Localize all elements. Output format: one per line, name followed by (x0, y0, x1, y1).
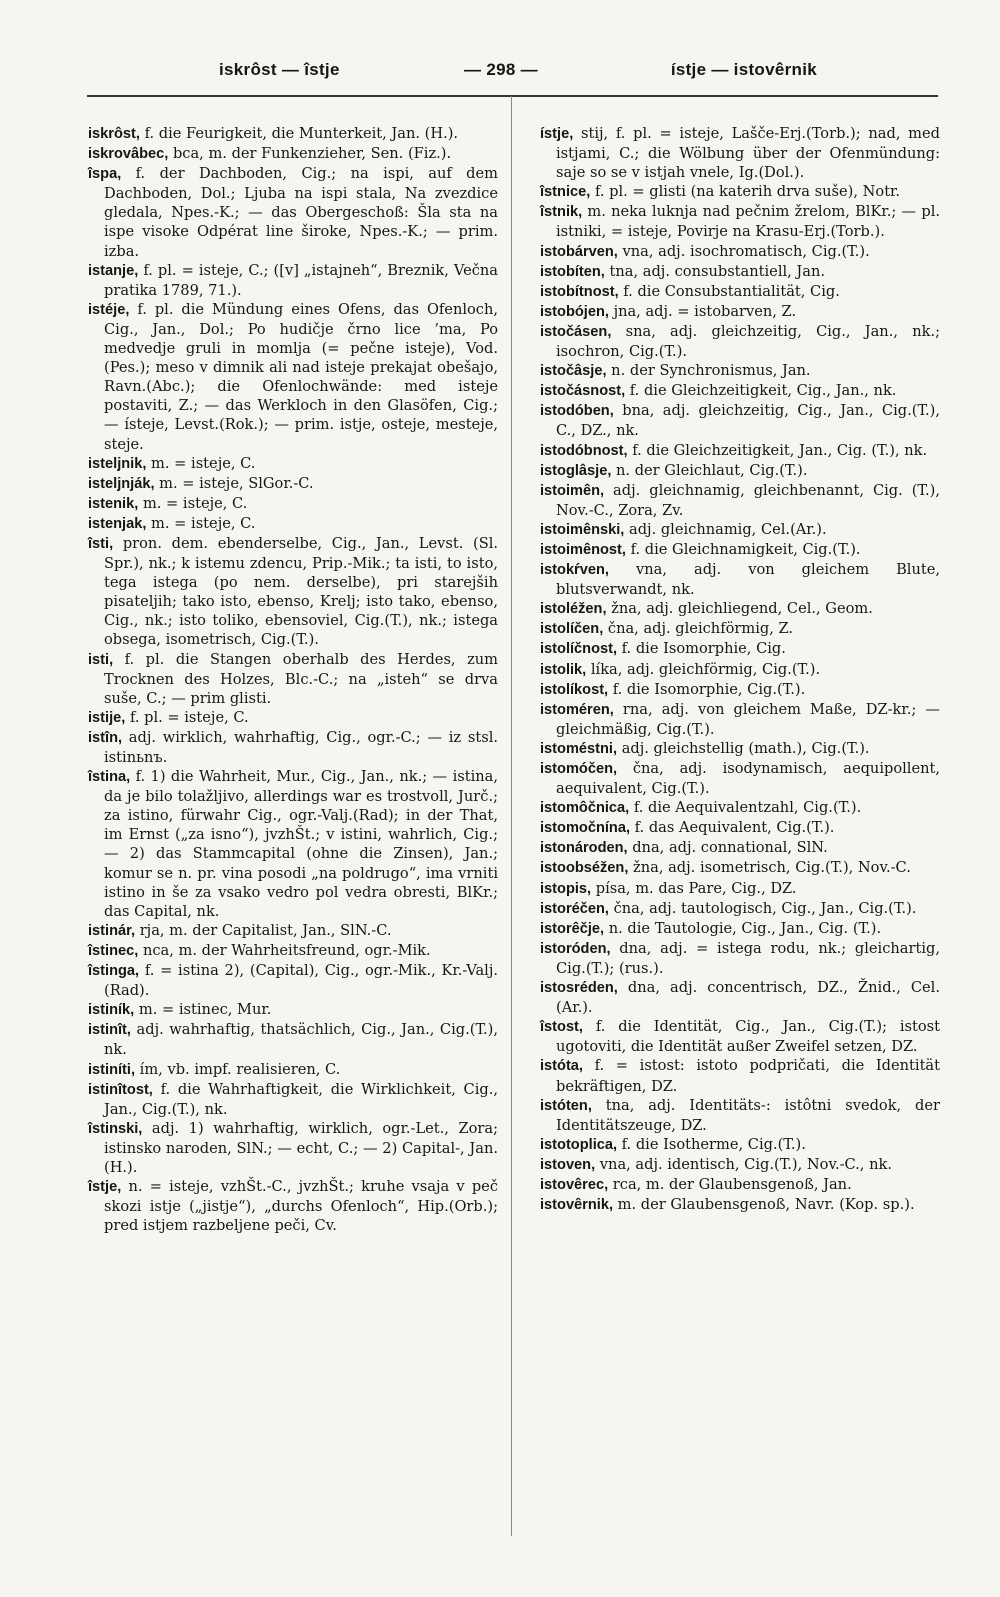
dictionary-entry (540, 1017, 940, 1056)
entry-headword: istodóbnost, (540, 442, 628, 459)
dictionary-entry (540, 599, 940, 619)
left-column (88, 124, 498, 1235)
entry-headword: istočâsje, (540, 363, 607, 380)
entry-headword: istenik, (88, 495, 139, 512)
entry-headword: istoglâsje, (540, 462, 612, 479)
entry-headword: istokŕven, (540, 562, 609, 579)
entry-text: vna, adj. identisch, Cig.(T.), Nov.-C., nk. (599, 1155, 892, 1173)
entry-text: f. pl. die Mündung eines Ofens, das Ofenloch, Cig., Jan., Dol.; Po hudičje črno lice ’ma, Po medvedje gruli in momlja (= pečne isteje), Vod.(Pes.); meso v dimnik ali nad isteje prekajat obešajo, Ravn.(Abc.); die Ofenlochwände: med isteje postaviti, Z.; — das Werkloch in den Glasöfen, Cig.; — ísteje, Levst.(Rok.); — prim. istje, osteje, mesteje, steje. (104, 300, 499, 453)
entry-headword: îspa, (88, 166, 122, 183)
dictionary-entry (540, 1155, 940, 1175)
entry-text: dna, adj. connational, SlN. (632, 839, 828, 857)
entry-text: dna, adj. = istega rodu, nk.; gleichartig, Cig.(T.); (rus.). (556, 939, 940, 977)
page-header (0, 60, 1000, 90)
dictionary-entry (540, 322, 940, 361)
entry-text: rja, m. der Capitalist, Jan., SlN.-C. (139, 921, 392, 939)
dictionary-entry (540, 540, 940, 560)
dictionary-entry (540, 481, 940, 520)
dictionary-entry (540, 939, 940, 978)
entry-text: f. pl. = glisti (na katerih drva suše), Notr. (594, 183, 901, 201)
dictionary-entry (88, 454, 498, 474)
entry-headword: isti, (88, 651, 114, 668)
entry-text: písa, m. das Pare, Cig., DZ. (595, 879, 797, 897)
entry-text: adj. gleichnamig, gleichbenannt, Cig. (T.), Nov.-C., Zora, Zv. (556, 481, 940, 519)
entry-text: ím, vb. impf. realisieren, C. (139, 1060, 341, 1078)
entry-headword: istotoplica, (540, 1136, 618, 1153)
entry-text: tna, adj. Identitäts-: istôtni svedok, der Identitätszeuge, DZ. (556, 1096, 941, 1134)
entry-text: vna, adj. isochromatisch, Cig.(T.). (622, 242, 870, 260)
entry-text: f. = istina 2), (Capital), Cig., ogr.-Mik., Kr.-Valj.(Rad). (104, 962, 499, 1000)
entry-text: adj. gleichnamig, Cel.(Ar.). (629, 520, 827, 538)
entry-headword: istomočnína, (540, 820, 631, 837)
entry-text: m. = isteje, C. (151, 514, 256, 532)
entry-headword: istiníti, (88, 1061, 136, 1078)
dictionary-entry (88, 650, 498, 708)
entry-headword: istorêčje, (540, 920, 605, 937)
entry-headword: istenjak, (88, 515, 147, 532)
dictionary-entry (540, 461, 940, 481)
entry-text: sna, adj. gleichzeitig, Cig., Jan., nk.; isochron, Cig.(T.). (556, 322, 940, 361)
dictionary-entry (88, 164, 498, 260)
dictionary-entry (540, 899, 940, 919)
entry-headword: istobíten, (540, 263, 605, 280)
entry-headword: istodóben, (540, 403, 614, 420)
entry-text: f. der Dachboden, Cig.; na ispi, auf dem Dachboden, Dol.; Ljuba na ispi stala, Na zvezdice gledala, Npes.-K.; — das Obergeschoß: Šla sta na ispe visoke Odpérat line široke, Npes.-K.; — prim. izba. (104, 165, 498, 260)
entry-headword: istîn, (88, 729, 123, 746)
dictionary-entry (540, 978, 940, 1017)
dictionary-entry (540, 282, 940, 302)
entry-text: f. die Gleichnamigkeit, Cig.(T.). (630, 540, 861, 558)
entry-text: n. der Gleichlaut, Cig.(T.). (616, 461, 808, 479)
entry-headword: istinîtost, (88, 1081, 153, 1098)
entry-text: adj. gleichstellig (math.), Cig.(T.). (621, 739, 870, 757)
dictionary-entry (88, 921, 498, 941)
entry-headword: istomôčnica, (540, 800, 630, 817)
entry-text: f. die Feurigkeit, die Munterkeit, Jan. (H.). (144, 125, 459, 142)
dictionary-entry (540, 381, 940, 401)
entry-headword: istolíčen, (540, 621, 604, 638)
dictionary-entry (88, 941, 498, 961)
dictionary-entry (88, 144, 498, 164)
entry-headword: iskrôst, (88, 126, 140, 142)
dictionary-entry (540, 1135, 940, 1155)
entry-headword: îsti, (88, 535, 114, 552)
entry-text: tna, adj. consubstantiell, Jan. (609, 262, 826, 280)
entry-text: f. das Aequivalent, Cig.(T.). (634, 819, 835, 837)
dictionary-entry (540, 639, 940, 659)
dictionary-entry (88, 1080, 498, 1119)
entry-headword: istobárven, (540, 243, 618, 260)
entry-text: m. = istinec, Mur. (138, 1001, 272, 1019)
entry-headword: istinît, (88, 1022, 131, 1039)
dictionary-entry (540, 262, 940, 282)
entry-text: n. = isteje, vzhŠt.-C., jvzhŠt.; kruhe vsaja v peč skozi istje („jistje“), „durchs Ofenloch“, Hip.(Orb.); pred istjem razbeljene peči, Cv. (104, 1178, 498, 1235)
entry-text: pron. dem. ebenderselbe, Cig., Jan., Levst. (Sl. Spr.), nk.; k istemu zdencu, Prip.-Mik.; ta isti, to isto, tega istega (po nem. derselbe), pri starejših pisateljih; tako isto, ebenso, Krelj; isto tako, ebenso, Cig., nk.; isto toliko, ebensoviel, Cig.(T.), nk.; istega obsega, isometrisch, Cig.(T.). (104, 534, 499, 649)
dictionary-entry (540, 520, 940, 540)
entry-headword: istoimên, (540, 482, 605, 499)
entry-text: n. die Tautologie, Cig., Jan., Cig. (T.). (608, 919, 882, 937)
entry-text: f. die Isomorphie, Cig. (621, 640, 786, 658)
entry-text: f. pl. die Stangen oberhalb des Herdes, zum Trocknen des Holzes, Blc.-C.; na „isteh“ se drva suše, C.; — prim glisti. (104, 650, 499, 707)
entry-headword: istovêrnik, (540, 1197, 613, 1214)
dictionary-entry (540, 838, 940, 858)
dictionary-entry (540, 818, 940, 838)
entry-text: bna, adj. gleichzeitig, Cig., Jan., Cig.(T.), C., DZ., nk. (556, 402, 940, 440)
entry-headword: îstnice, (540, 184, 591, 201)
entry-text: m. = isteje, C. (142, 494, 248, 512)
dictionary-entry (540, 660, 940, 680)
dictionary-entry (540, 441, 940, 461)
entry-headword: istonároden, (540, 840, 628, 857)
entry-text: adj. wahrhaftig, thatsächlich, Cig., Jan., Cig.(T.), nk. (104, 1021, 498, 1059)
dictionary-entry (540, 1195, 940, 1215)
dictionary-entry (540, 361, 940, 381)
entry-text: f. die Aequivalentzahl, Cig.(T.). (633, 799, 862, 817)
entry-text: čna, adj. isodynamisch, aequipollent, aequivalent, Cig.(T.). (556, 760, 940, 798)
dictionary-entry (88, 124, 498, 144)
entry-headword: istoróden, (540, 940, 611, 957)
dictionary-entry (88, 767, 498, 921)
dictionary-entry (540, 739, 940, 759)
dictionary-entry (88, 1000, 498, 1020)
entry-text: adj. 1) wahrhaftig, wirklich, ogr.-Let., Zora; istinsko naroden, SlN.; — echt, C.; — 2) Capital-, Jan.(H.). (104, 1119, 499, 1176)
entry-headword: isteljnják, (88, 475, 155, 492)
entry-text: žna, adj. isometrisch, Cig.(T.), Nov.-C. (633, 859, 911, 877)
dictionary-entry (88, 534, 498, 650)
dictionary-entry (88, 474, 498, 494)
entry-headword: istóta, (540, 1058, 583, 1075)
entry-text: m. der Glaubensgenoß, Navr. (Kop. sp.). (617, 1196, 915, 1214)
dictionary-entry (540, 202, 940, 241)
entry-headword: istoléžen, (540, 601, 607, 618)
entry-headword: istinár, (88, 922, 136, 939)
dictionary-entry (540, 700, 940, 739)
dictionary-entry (88, 708, 498, 728)
dictionary-entry (540, 879, 940, 899)
dictionary-entry (88, 1177, 498, 1235)
dictionary-entry (540, 798, 940, 818)
entry-text: m. = isteje, C. (151, 454, 256, 472)
dictionary-entry (540, 242, 940, 262)
dictionary-entry (540, 680, 940, 700)
entry-headword: istolik, (540, 661, 587, 678)
entry-headword: istolíkost, (540, 681, 609, 698)
entry-text: stij, f. pl. = isteje, Lašče-Erj.(Torb.); nad, med istjami, C.; die Wölbung über der Ofenmündung: saje so se v istjah vnele, Ig.(Dol.). (556, 125, 940, 182)
entry-text: jna, adj. = istobarven, Z. (613, 302, 797, 320)
dictionary-entry (540, 124, 940, 182)
dictionary-entry (540, 919, 940, 939)
entry-headword: istočásnost, (540, 383, 626, 400)
entry-headword: istočásen, (540, 323, 612, 340)
entry-text: f. = istost: istoto podpričati, die Identität bekräftigen, DZ. (556, 1057, 940, 1095)
dictionary-entry (540, 401, 940, 440)
entry-headword: îstje, (88, 1179, 122, 1196)
dictionary-entry (88, 514, 498, 534)
entry-text: f. 1) die Wahrheit, Mur., Cig., Jan., nk.; — istina, da je bilo tolažljivo, allerdings war es trostvoll, Jurč.; za istino, fürwahr Cig., ogr.-Valj.(Rad); in der That, im Ernst („za isno“), jvzhŠt.; v istini, wahrlich, Cig.; — 2) das Stammcapital (ohne die Zinsen), Jan.; komur se n. pr. vina posodi „na poldrugo“, ima vrniti istino in še za vsako vedro pol vedra obresti, BlKr.; das Capital, nk. (104, 768, 498, 920)
entry-headword: îstinec, (88, 942, 139, 959)
entry-headword: istije, (88, 709, 126, 726)
entry-text: čna, adj. tautologisch, Cig., Jan., Cig.(T.). (613, 899, 917, 917)
entry-headword: istolíčnost, (540, 641, 618, 658)
right-column (540, 124, 940, 1215)
entry-headword: istobójen, (540, 303, 609, 320)
entry-headword: ístje, (540, 126, 574, 142)
entry-headword: istóten, (540, 1097, 592, 1114)
entry-headword: istéje, (88, 301, 130, 318)
entry-headword: istoven, (540, 1156, 596, 1173)
entry-headword: istosréden, (540, 980, 618, 997)
entry-headword: îstnik, (540, 204, 583, 221)
dictionary-entry (540, 759, 940, 798)
entry-headword: istoobséžen, (540, 860, 629, 877)
header-rule (87, 95, 938, 97)
entry-headword: isteljnik, (88, 455, 147, 472)
entry-text: f. pl. = isteje, C. (129, 708, 249, 726)
dictionary-entry (540, 560, 940, 599)
entry-text: rca, m. der Glaubensgenoß, Jan. (612, 1175, 852, 1193)
entry-text: m. neka luknja nad pečnim žrelom, BlKr.; — pl. istniki, = isteje, Povirje na Krasu-Erj.(Torb.). (556, 203, 940, 241)
entry-headword: istovêrec, (540, 1176, 609, 1193)
entry-headword: istomóčen, (540, 761, 618, 777)
page-number: — 298 — (464, 60, 538, 79)
dictionary-entry (88, 961, 498, 1000)
entry-text: žna, adj. gleichliegend, Cel., Geom. (611, 600, 873, 618)
entry-headword: îstost, (540, 1019, 583, 1036)
dictionary-entry (88, 261, 498, 300)
entry-headword: istoréčen, (540, 900, 609, 917)
entry-text: f. die Consubstantialität, Cig. (623, 282, 840, 300)
dictionary-entry (540, 858, 940, 878)
entry-headword: istoimênost, (540, 541, 626, 558)
entry-headword: istoimênski, (540, 521, 625, 538)
entry-text: dna, adj. concentrisch, DZ., Žnid., Cel.(Ar.). (556, 979, 940, 1017)
dictionary-entry (88, 1020, 498, 1059)
running-head-right: ístje — istovêrnik (670, 60, 817, 79)
entry-headword: istanje, (88, 262, 139, 279)
entry-text: adj. wirklich, wahrhaftig, Cig., ogr.-C.; — iz stsl. istinьnъ. (104, 728, 498, 766)
dictionary-entry (540, 1056, 940, 1095)
dictionary-entry (88, 728, 498, 767)
entry-text: vna, adj. von gleichem Blute, blutsverwandt, nk. (556, 561, 941, 599)
dictionary-entry (540, 302, 940, 322)
entry-text: f. die Wahrhaftigkeit, die Wirklichkeit, Cig., Jan., Cig.(T.), nk. (104, 1080, 498, 1118)
entry-headword: istobítnost, (540, 283, 619, 300)
dictionary-entry (88, 1060, 498, 1080)
dictionary-entry (540, 182, 940, 202)
entry-text: f. die Gleichzeitigkeit, Jan., Cig. (T.), nk. (632, 441, 928, 459)
entry-text: f. die Isotherme, Cig.(T.). (621, 1135, 806, 1153)
running-head-left: iskrôst — îstje (219, 60, 340, 79)
entry-text: čna, adj. gleichförmig, Z. (607, 620, 794, 638)
entry-text: f. pl. = isteje, C.; ([v] „istajneh“, Breznik, Večna pratika 1789, 71.). (104, 261, 498, 299)
column-divider (511, 96, 512, 1536)
dictionary-entry (540, 1175, 940, 1195)
dictionary-entry (540, 1096, 940, 1135)
entry-headword: istoméren, (540, 701, 614, 718)
dictionary-entry (88, 300, 498, 454)
entry-headword: iskrovâbec, (88, 146, 169, 163)
entry-text: n. der Synchronismus, Jan. (611, 362, 811, 380)
entry-text: m. = isteje, SlGor.-C. (159, 474, 314, 492)
entry-text: nca, m. der Wahrheitsfreund, ogr.-Mik. (142, 941, 431, 959)
dictionary-entry (88, 494, 498, 514)
entry-headword: istoméstni, (540, 740, 618, 757)
entry-headword: istopis, (540, 880, 592, 897)
entry-headword: istiník, (88, 1002, 135, 1019)
entry-text: líka, adj. gleichförmig, Cig.(T.). (590, 660, 821, 678)
dictionary-entry (88, 1119, 498, 1177)
entry-text: rna, adj. von gleichem Maße, DZ-kr.; — gleichmäßig, Cig.(T.). (556, 700, 941, 738)
entry-text: f. die Isomorphie, Cig.(T.). (612, 680, 806, 698)
entry-headword: îstinga, (88, 963, 140, 980)
entry-text: f. die Identität, Cig., Jan., Cig.(T.); istost ugotoviti, die Identität außer Zweifel setzen, DZ. (556, 1018, 941, 1056)
dictionary-entry (540, 619, 940, 639)
entry-headword: îstinski, (88, 1120, 143, 1137)
entry-text: f. die Gleichzeitigkeit, Cig., Jan., nk. (629, 382, 897, 400)
entry-text: bca, m. der Funkenzieher, Sen. (Fiz.). (172, 145, 452, 163)
entry-headword: îstina, (88, 769, 131, 786)
